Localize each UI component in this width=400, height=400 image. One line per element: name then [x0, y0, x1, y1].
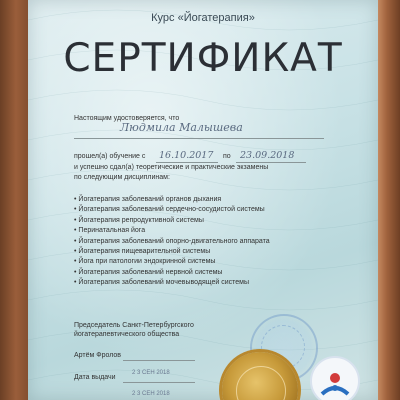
passed-text-line1: и успешно сдал(а) теоретические и практические экзамены	[74, 164, 269, 171]
discipline-item: • Йогатерапия заболеваний опорно-двигательного аппарата	[74, 237, 270, 247]
discipline-item: • Йогатерапия заболеваний мочевыводящей системы	[74, 278, 270, 288]
issue-date-line	[123, 382, 195, 383]
discipline-item: • Йога при патологии эндокринной системы	[74, 257, 270, 267]
studied-prefix: прошел(а) обучение с	[74, 153, 146, 160]
discipline-item: • Йогатерапия пищеварительной системы	[74, 247, 270, 257]
society-logo-icon	[312, 358, 358, 400]
discipline-item: • Йогатерапия заболеваний нервной системы	[74, 268, 270, 278]
discipline-item: • Йогатерапия заболеваний сердечно-сосудистой системы	[74, 205, 270, 215]
date-to: 23.09.2018	[240, 150, 295, 161]
discipline-item: • Йогатерапия репродуктивной системы	[74, 216, 270, 226]
discipline-item: • Перинатальная йога	[74, 226, 270, 236]
signature-line	[123, 360, 195, 361]
certificate-paper	[28, 0, 378, 400]
disciplines-list	[74, 195, 270, 289]
date-from-underline	[156, 162, 218, 163]
picture-frame-right-edge	[378, 0, 400, 400]
name-underline	[74, 138, 324, 139]
discipline-item: • Йогатерапия заболеваний органов дыхания	[74, 195, 270, 205]
passed-text-line2: по следующим дисциплинам:	[74, 174, 170, 181]
issue-date-label: Дата выдачи	[74, 374, 116, 381]
date-to-underline	[236, 162, 306, 163]
chair-name: Артём Фролов	[74, 352, 121, 359]
issue-date-stamp: 2 3 СЕН 2018	[132, 370, 170, 376]
issue-date-stamp-lower: 2 3 СЕН 2018	[132, 391, 170, 397]
date-from: 16.10.2017	[159, 150, 214, 161]
course-name: Курс «Йогатерапия»	[151, 12, 255, 24]
intro-text: Настоящим удостоверяется, что	[74, 115, 180, 122]
certificate-title: СЕРТИФИКАТ	[63, 36, 343, 81]
chair-title-line1: Председатель Санкт-Петербургского	[74, 322, 194, 329]
chair-title-line2: йогатерапевтического общества	[74, 331, 180, 338]
recipient-name: Людмила Малышева	[120, 121, 243, 134]
society-logo	[310, 356, 360, 400]
date-to-prefix: по	[223, 153, 231, 160]
